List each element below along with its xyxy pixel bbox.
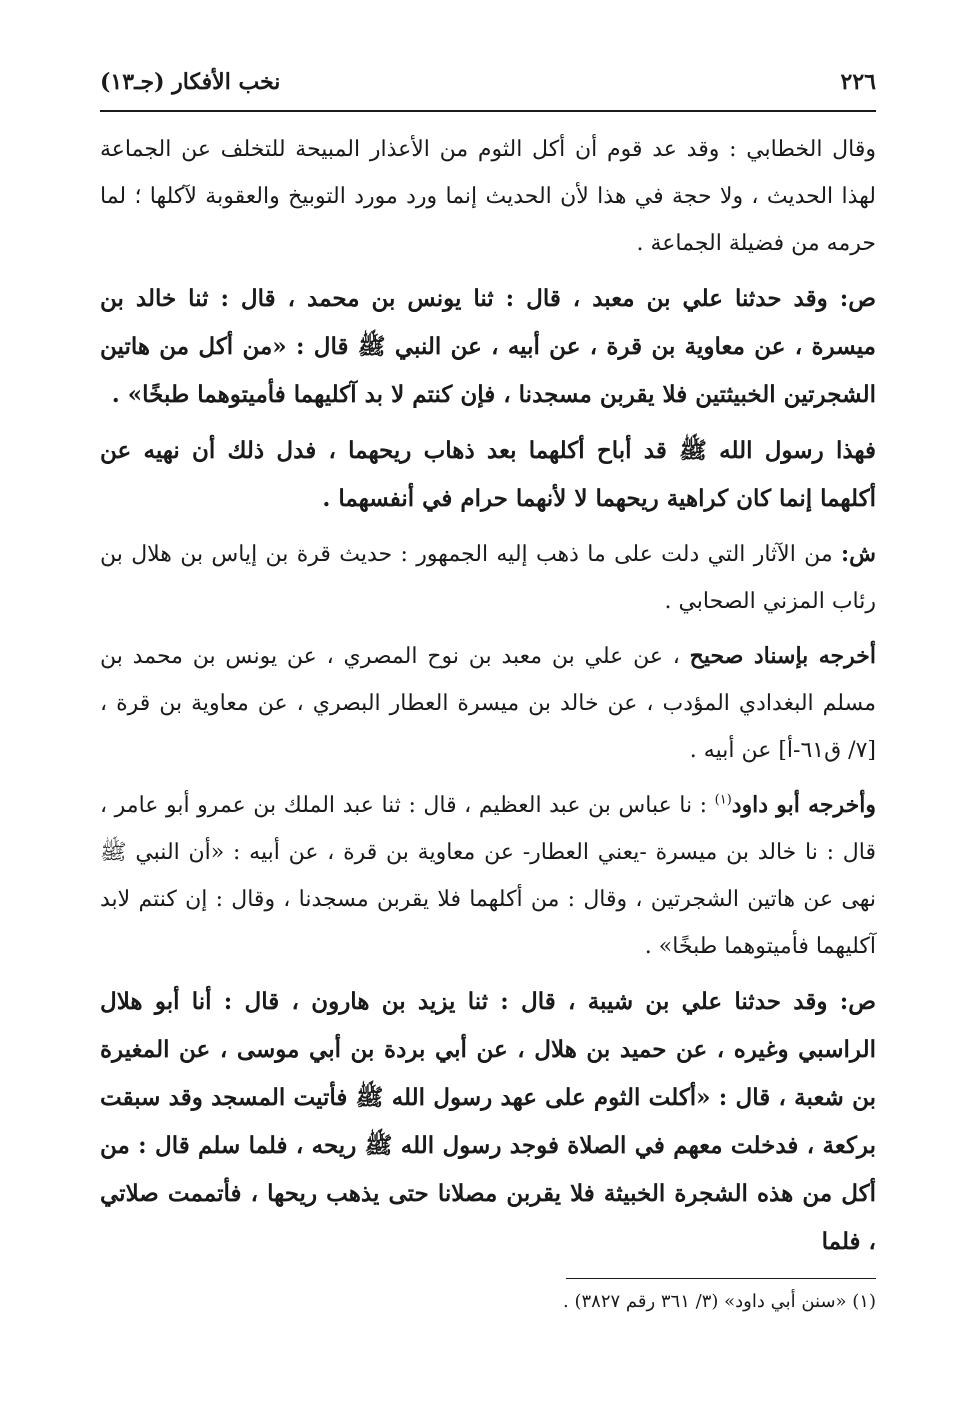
paragraph-text: من الآثار التي دلت على ما ذهب إليه الجمهور : حديث قرة بن إياس بن هلال بن رئاب المزني الصحابي . [100, 542, 876, 614]
abu-dawud-lead: وأخرجه أبو داود [731, 792, 876, 818]
header-rule [100, 110, 876, 112]
paragraph-hadith-mughira [100, 978, 876, 1266]
footnote-text: (١) «سنن أبي داود» (٣/ ٣٦١ رقم ٣٨٢٧) . [563, 1291, 876, 1312]
paragraph-khattabi [100, 126, 876, 267]
shin-marker: ش: [841, 541, 876, 567]
paragraph-text: ، عن علي بن معبد بن نوح المصري ، عن يونس بن محمد بن مسلم البغدادي المؤدب ، عن خالد بن ميسرة العطار البصري ، عن معاوية بن قرة ، [٧/ ق٦١-أ] عن أبيه . [100, 644, 876, 763]
book-page [100, 60, 876, 1317]
paragraph-text: وقد حدثنا علي بن شيبة ، قال : ثنا يزيد بن هارون ، قال : أنا أبو هلال الراسبي وغيره ، عن حميد بن هلال ، عن أبي بردة بن أبي موسى ، عن المغيرة بن شعبة ، قال : «أكلت الثوم على عهد رسول الله ﷺ فأتيت المسجد وقد سبقت بركعة ، فدخلت معهم في الصلاة فوجد رسول الله ﷺ ريحه ، فلما سلم قال : من أكل من هذه الشجرة الخبيثة فلا يقربن مصلانا حتى يذهب ريحها ، فأتممت صلاتي ، فلما [100, 988, 876, 1255]
paragraph-text: : نا عباس بن عبد العظيم ، قال : ثنا عبد الملك بن عمرو أبو عامر ، قال : نا خالد بن ميسرة -يعني العطار- عن معاوية بن قرة ، عن أبيه : «أن النبي ﷺ نهى عن هاتين الشجرتين ، وقال : من أكلهما فلا يقربن مسجدنا ، وقال : إن كنتم لابد آكليهما فأميتوهما طبخًا» . [100, 793, 877, 959]
paragraph-abu-dawud [100, 782, 876, 970]
paragraph-isnad [100, 633, 876, 774]
sad-marker: ص: [839, 988, 876, 1015]
paragraph-text: وقد حدثنا علي بن معبد ، قال : ثنا يونس بن محمد ، قال : ثنا خالد بن ميسرة ، عن معاوية بن قرة ، عن أبيه ، عن النبي ﷺ قال : «من أكل من هاتين الشجرتين الخبيثتين فلا يقربن مسجدنا ، فإن كنتم لا بد آكليهما فأميتوهما طبخًا» . [100, 285, 876, 408]
paragraph-text: وقال الخطابي : وقد عد قوم أن أكل الثوم من الأعذار المبيحة للتخلف عن الجماعة لهذا الحديث ، ولا حجة في هذا لأن الحديث إنما ورد مورد التوبيخ والعقوبة لآكلها ؛ لما حرمه من فضيلة الجماعة . [100, 137, 876, 256]
footnote-ref[interactable]: (١) [714, 792, 732, 808]
sad-marker: ص: [839, 285, 876, 312]
paragraph-conclusion [100, 427, 876, 523]
paragraph-hadith-muawiya [100, 275, 876, 419]
book-title: نخب الأفكار (جـ١٣) [100, 69, 281, 95]
paragraph-text: فهذا رسول الله ﷺ قد أباح أكلهما بعد ذهاب ريحهما ، فدل ذلك أن نهيه عن أكلهما إنما كان كراهية ريحهما لا لأنهما حرام في أنفسهما . [100, 437, 876, 512]
footnote-rule [566, 1278, 876, 1279]
paragraph-sharh [100, 531, 876, 625]
isnad-lead: أخرجه بإسناد صحيح [689, 643, 876, 669]
running-header [100, 60, 876, 104]
page-number: ٢٢٦ [840, 69, 876, 95]
footnote [100, 1287, 876, 1317]
